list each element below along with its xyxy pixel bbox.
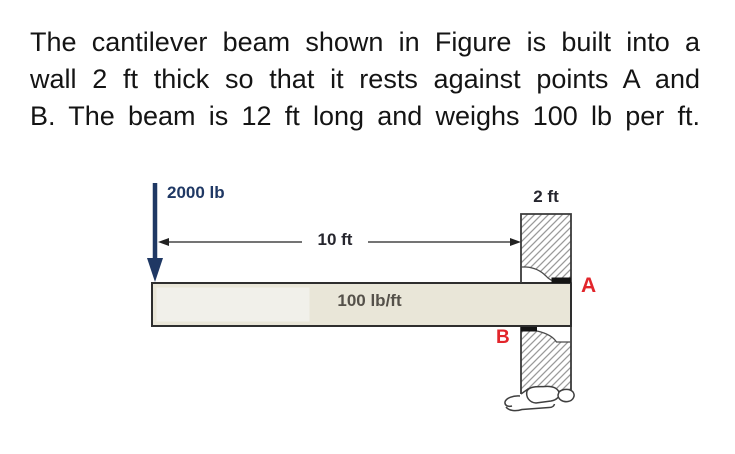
- point-load-arrowhead: [147, 258, 163, 282]
- point-a-label: A: [581, 274, 597, 297]
- force-label: 2000 lb: [167, 183, 225, 202]
- contact-point-b-bar: [521, 327, 537, 332]
- rubble-stone-small: [558, 389, 574, 401]
- problem-line: B. The beam is 12 ft long and weighs 100 lb per ft.: [30, 101, 700, 131]
- wall-lower-hatch: [521, 331, 571, 395]
- dimension-arrowhead-right: [510, 238, 521, 246]
- wall-upper-hatch: [521, 214, 571, 282]
- rubble-curl: [505, 396, 520, 406]
- point-b-label: B: [496, 327, 510, 348]
- contact-point-a-bar: [552, 278, 572, 284]
- rubble-stone-large: [527, 386, 560, 403]
- rubble-fragment: [506, 404, 555, 411]
- problem-line: The cantilever beam shown in Figure is built into a: [30, 27, 700, 57]
- span-dimension-label: 10 ft: [317, 230, 353, 249]
- problem-line: wall 2 ft thick so that it rests against points A and: [30, 64, 700, 94]
- dimension-arrowhead-left: [158, 238, 169, 246]
- wall-thickness-label: 2 ft: [533, 187, 559, 206]
- distributed-load-label: 100 lb/ft: [337, 291, 402, 310]
